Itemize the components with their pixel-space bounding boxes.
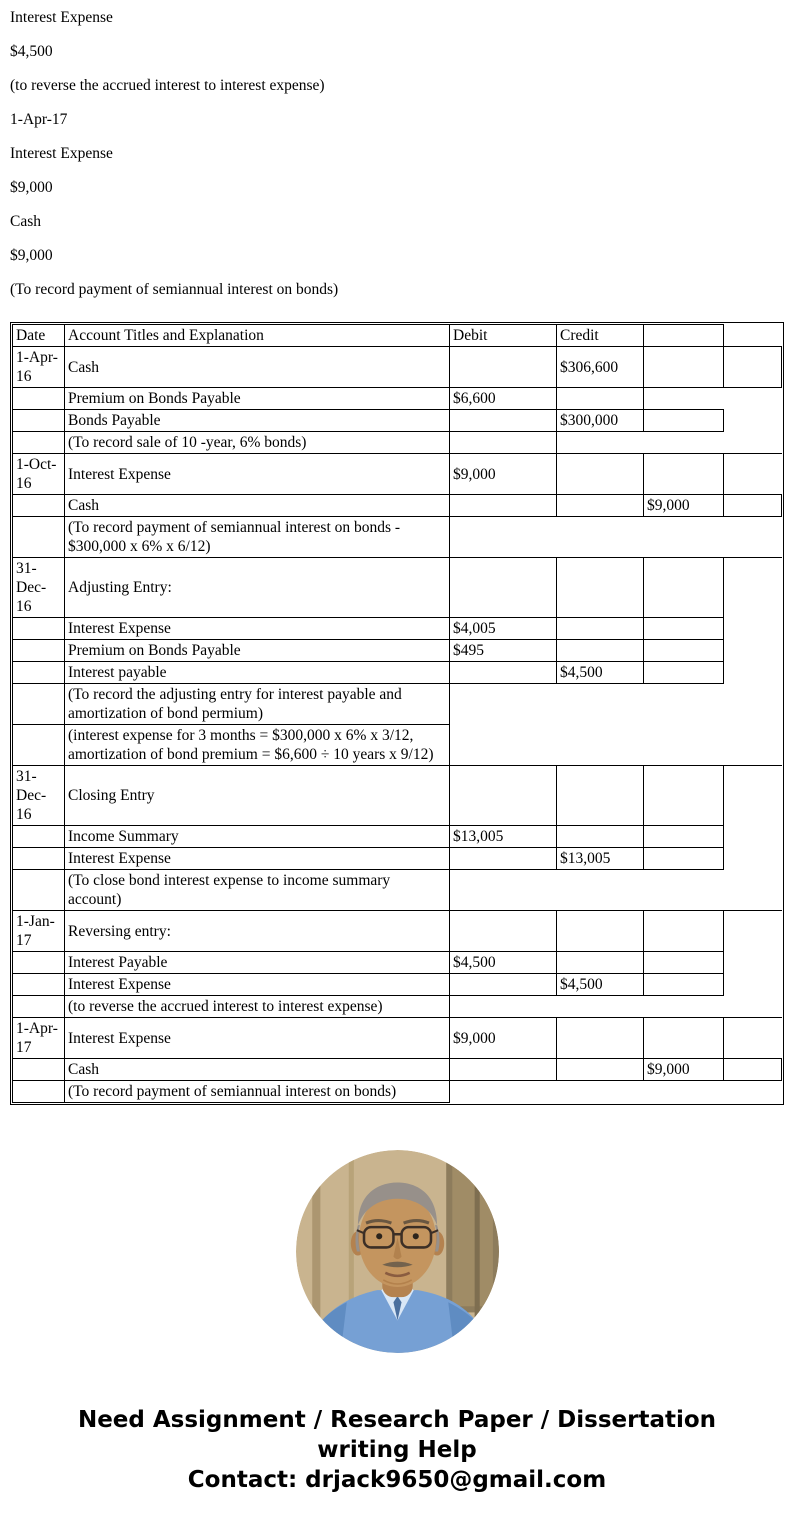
table-cell xyxy=(450,1059,557,1081)
table-cell: $9,000 xyxy=(450,454,557,495)
table-cell xyxy=(724,974,782,996)
table-row xyxy=(13,432,782,454)
table-cell xyxy=(644,1018,724,1059)
table-row xyxy=(13,826,782,848)
table-cell: Adjusting Entry: xyxy=(65,558,450,618)
table-cell xyxy=(450,347,557,388)
table-cell xyxy=(13,410,65,432)
column-header: Debit xyxy=(450,325,557,347)
table-cell: (To record payment of semiannual interest on bonds - $300,000 x 6% x 6/12) xyxy=(65,517,450,558)
table-cell: Interest Payable xyxy=(65,952,450,974)
table-cell xyxy=(450,558,557,618)
table-cell xyxy=(724,911,782,952)
table-cell xyxy=(557,766,644,826)
table-cell xyxy=(450,766,557,826)
table-cell xyxy=(724,952,782,974)
table-cell xyxy=(724,1081,782,1103)
table-row xyxy=(13,662,782,684)
table-row xyxy=(13,517,782,558)
table-cell xyxy=(724,495,782,517)
table-cell xyxy=(724,725,782,766)
table-cell xyxy=(724,347,782,388)
intro-line: (to reverse the accrued interest to interest expense) xyxy=(10,77,325,94)
table-cell: $306,600 xyxy=(557,347,644,388)
table-row xyxy=(13,1018,782,1059)
table-cell: Interest Expense xyxy=(65,1018,450,1059)
table-row xyxy=(13,766,782,826)
intro-line: Interest Expense xyxy=(10,9,113,26)
table-cell: $4,500 xyxy=(557,662,644,684)
table-cell xyxy=(557,618,644,640)
column-header xyxy=(644,325,724,347)
column-header: Account Titles and Explanation xyxy=(65,325,450,347)
table-cell xyxy=(557,517,644,558)
intro-line: (To record payment of semiannual interest on bonds) xyxy=(10,281,339,298)
table-cell: $13,005 xyxy=(450,826,557,848)
table-cell xyxy=(450,725,557,766)
table-cell xyxy=(724,766,782,826)
table-cell: Closing Entry xyxy=(65,766,450,826)
footer-help-text xyxy=(10,1405,784,1495)
table-cell xyxy=(13,870,65,911)
table-cell: 1-Apr-17 xyxy=(13,1018,65,1059)
column-header xyxy=(724,325,782,347)
table-cell xyxy=(13,618,65,640)
table-cell xyxy=(724,388,782,410)
table-cell xyxy=(13,1059,65,1081)
help-heading-line1: Need Assignment / Research Paper / Dissertation xyxy=(77,1407,717,1433)
table-cell xyxy=(450,1081,557,1103)
table-cell xyxy=(450,410,557,432)
column-header: Credit xyxy=(557,325,644,347)
table-cell xyxy=(557,558,644,618)
table-row xyxy=(13,1081,782,1103)
table-cell xyxy=(644,347,724,388)
table-cell xyxy=(557,684,644,725)
table-cell: $495 xyxy=(450,640,557,662)
table-row xyxy=(13,684,782,725)
table-cell xyxy=(724,410,782,432)
table-cell xyxy=(644,432,724,454)
table-cell: Cash xyxy=(65,1059,450,1081)
table-cell: $4,005 xyxy=(450,618,557,640)
table-cell: 1-Jan-17 xyxy=(13,911,65,952)
table-cell: (To close bond interest expense to income summary account) xyxy=(65,870,450,911)
table-cell xyxy=(644,410,724,432)
table-cell xyxy=(450,684,557,725)
journal-table-body xyxy=(13,325,782,1103)
table-cell xyxy=(724,996,782,1018)
table-row xyxy=(13,640,782,662)
contact-email-text: Contact: drjack9650@gmail.com xyxy=(187,1467,607,1493)
table-cell xyxy=(450,662,557,684)
table-cell xyxy=(644,662,724,684)
table-cell xyxy=(450,517,557,558)
table-cell xyxy=(13,1081,65,1103)
table-cell xyxy=(13,640,65,662)
table-cell xyxy=(13,974,65,996)
table-cell xyxy=(724,826,782,848)
table-cell: $6,600 xyxy=(450,388,557,410)
table-cell xyxy=(724,848,782,870)
table-cell: Interest Expense xyxy=(65,974,450,996)
table-cell xyxy=(450,870,557,911)
table-cell xyxy=(450,974,557,996)
table-cell: (interest expense for 3 months = $300,000 x 6% x 3/12, amortization of bond premium = $6,600 ÷ 10 years x 9/12) xyxy=(65,725,450,766)
table-cell: 1-Oct-16 xyxy=(13,454,65,495)
table-row xyxy=(13,1059,782,1081)
table-cell xyxy=(450,911,557,952)
intro-text xyxy=(10,8,784,300)
table-row xyxy=(13,725,782,766)
table-row xyxy=(13,388,782,410)
table-cell xyxy=(450,432,557,454)
table-cell: (To record sale of 10 -year, 6% bonds) xyxy=(65,432,450,454)
table-cell xyxy=(450,996,557,1018)
table-cell xyxy=(13,952,65,974)
intro-line: $9,000 xyxy=(10,247,53,264)
table-cell: $9,000 xyxy=(644,1059,724,1081)
table-cell: Interest Expense xyxy=(65,618,450,640)
table-cell: Cash xyxy=(65,495,450,517)
table-header-row xyxy=(13,325,782,347)
table-cell xyxy=(644,952,724,974)
table-cell xyxy=(557,870,644,911)
table-cell xyxy=(13,848,65,870)
table-cell xyxy=(644,454,724,495)
table-cell xyxy=(724,618,782,640)
table-cell: Cash xyxy=(65,347,450,388)
table-cell xyxy=(13,495,65,517)
table-cell xyxy=(557,495,644,517)
table-cell xyxy=(644,517,724,558)
table-cell xyxy=(724,517,782,558)
table-cell xyxy=(644,1081,724,1103)
table-cell xyxy=(13,388,65,410)
table-cell xyxy=(724,870,782,911)
journal-table-wrap xyxy=(10,322,784,1105)
table-cell xyxy=(13,826,65,848)
table-cell: $4,500 xyxy=(450,952,557,974)
table-row xyxy=(13,870,782,911)
table-cell: $9,000 xyxy=(644,495,724,517)
intro-line: $4,500 xyxy=(10,43,53,60)
help-heading-line2: writing Help xyxy=(317,1437,477,1463)
table-cell: Income Summary xyxy=(65,826,450,848)
table-cell xyxy=(13,517,65,558)
table-cell: 1-Apr-16 xyxy=(13,347,65,388)
table-cell: Interest payable xyxy=(65,662,450,684)
table-cell xyxy=(557,1081,644,1103)
table-cell: (to reverse the accrued interest to interest expense) xyxy=(65,996,450,1018)
table-cell xyxy=(644,870,724,911)
intro-line: Interest Expense xyxy=(10,145,113,162)
table-cell xyxy=(644,618,724,640)
portrait-photo xyxy=(296,1150,499,1353)
table-row xyxy=(13,952,782,974)
table-cell xyxy=(724,684,782,725)
table-cell xyxy=(557,388,644,410)
table-cell: Premium on Bonds Payable xyxy=(65,388,450,410)
table-cell xyxy=(724,432,782,454)
table-cell: Reversing entry: xyxy=(65,911,450,952)
table-row xyxy=(13,454,782,495)
table-cell xyxy=(13,725,65,766)
table-cell xyxy=(644,558,724,618)
table-cell xyxy=(557,826,644,848)
person-avatar-image xyxy=(296,1150,499,1353)
table-cell: Interest Expense xyxy=(65,848,450,870)
table-cell: $300,000 xyxy=(557,410,644,432)
table-cell: $13,005 xyxy=(557,848,644,870)
table-cell xyxy=(724,454,782,495)
table-cell: (To record the adjusting entry for interest payable and amortization of bond permium) xyxy=(65,684,450,725)
table-cell xyxy=(557,996,644,1018)
table-cell xyxy=(644,974,724,996)
table-cell xyxy=(557,454,644,495)
table-cell xyxy=(644,766,724,826)
table-cell xyxy=(644,848,724,870)
table-cell xyxy=(644,996,724,1018)
table-cell xyxy=(644,911,724,952)
table-cell: 31-Dec-16 xyxy=(13,558,65,618)
intro-line: Cash xyxy=(10,213,41,230)
table-cell xyxy=(724,640,782,662)
table-row xyxy=(13,558,782,618)
table-row xyxy=(13,410,782,432)
table-cell xyxy=(644,826,724,848)
table-row xyxy=(13,347,782,388)
table-cell: 31-Dec-16 xyxy=(13,766,65,826)
table-cell xyxy=(450,848,557,870)
table-row xyxy=(13,495,782,517)
table-cell xyxy=(644,388,724,410)
table-cell xyxy=(644,684,724,725)
table-row xyxy=(13,848,782,870)
table-cell xyxy=(557,432,644,454)
table-cell xyxy=(13,662,65,684)
table-cell xyxy=(557,640,644,662)
table-cell xyxy=(557,725,644,766)
table-cell xyxy=(724,1018,782,1059)
table-cell xyxy=(13,684,65,725)
journal-table xyxy=(12,324,782,1103)
table-cell xyxy=(724,558,782,618)
table-cell xyxy=(644,725,724,766)
table-cell xyxy=(644,640,724,662)
intro-line: $9,000 xyxy=(10,179,53,196)
intro-line: 1-Apr-17 xyxy=(10,111,68,128)
table-cell: Interest Expense xyxy=(65,454,450,495)
table-cell xyxy=(557,911,644,952)
table-cell: $9,000 xyxy=(450,1018,557,1059)
table-row xyxy=(13,996,782,1018)
table-cell xyxy=(450,495,557,517)
table-cell: Premium on Bonds Payable xyxy=(65,640,450,662)
table-cell xyxy=(724,662,782,684)
column-header: Date xyxy=(13,325,65,347)
table-cell: $4,500 xyxy=(557,974,644,996)
table-cell xyxy=(13,432,65,454)
table-cell xyxy=(557,952,644,974)
table-row xyxy=(13,974,782,996)
table-cell: (To record payment of semiannual interest on bonds) xyxy=(65,1081,450,1103)
table-cell xyxy=(13,996,65,1018)
table-cell xyxy=(724,1059,782,1081)
table-cell xyxy=(557,1059,644,1081)
table-row xyxy=(13,911,782,952)
table-cell xyxy=(557,1018,644,1059)
table-cell: Bonds Payable xyxy=(65,410,450,432)
table-row xyxy=(13,618,782,640)
